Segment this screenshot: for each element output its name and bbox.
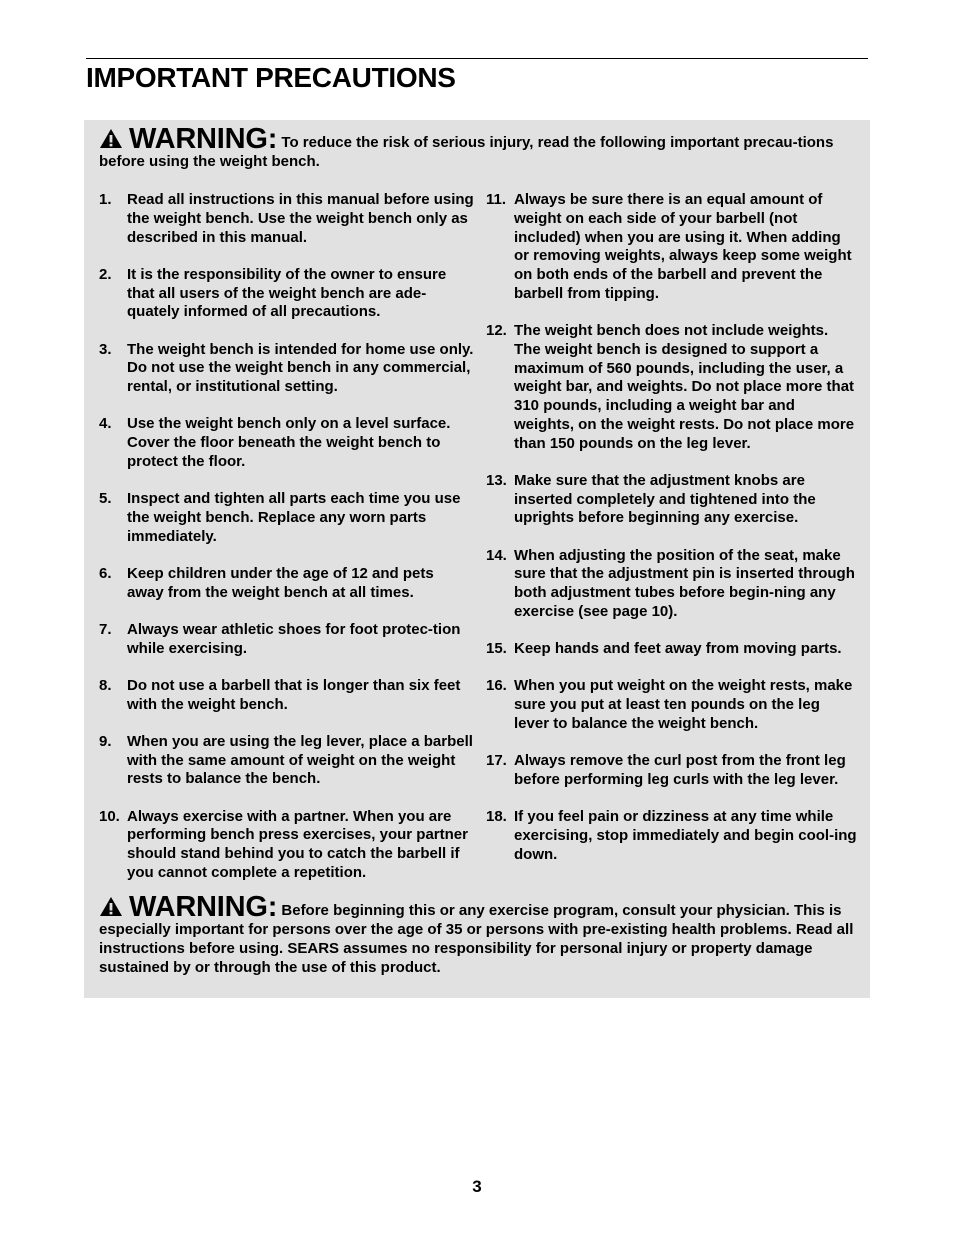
warning-top — [99, 123, 839, 171]
list-item — [99, 490, 474, 546]
item-number: 18. — [486, 808, 507, 825]
precautions-panel — [84, 120, 870, 998]
item-number: 9. — [99, 732, 112, 750]
item-text: When you are using the leg lever, place a barbell with the same amount of weight on the weight rests to balance the bench. — [127, 732, 473, 788]
item-text: When you put weight on the weight rests, make sure you put at least ten pounds on the leg lever to balance the weight bench. — [514, 677, 853, 732]
list-item — [486, 677, 858, 733]
item-number: 12. — [486, 322, 507, 339]
warning-bottom-text: Before beginning this or any exercise program, consult your physician. This is especially important for persons over the age of 35 or persons with pre-existing health problems. Read all instructions before using. SEARS assumes no responsibility for personal injury or property damage sustained by or through the use of this product. — [99, 902, 854, 976]
precautions-right-column — [486, 191, 858, 883]
list-item — [486, 547, 858, 622]
item-number: 4. — [99, 415, 112, 433]
item-text: Always wear athletic shoes for foot protec-tion while exercising. — [127, 620, 461, 657]
item-text: It is the responsibility of the owner to ensure that all users of the weight bench are ade-quately informed of all precautions. — [127, 265, 447, 321]
item-number: 13. — [486, 471, 507, 489]
header-rule — [86, 58, 868, 59]
item-text: Keep children under the age of 12 and pets away from the weight bench at all times. — [127, 564, 434, 601]
list-item — [99, 808, 474, 883]
item-text: If you feel pain or dizziness at any time while exercising, stop immediately and begin cool-ing down. — [514, 808, 857, 863]
precautions-left-column — [99, 191, 474, 901]
item-text: The weight bench is intended for home use only. Do not use the weight bench in any commercial, rental, or institutional setting. — [127, 340, 474, 395]
warning-bottom-heading: WARNING: — [129, 891, 278, 923]
list-item — [99, 621, 474, 659]
warning-triangle-icon — [99, 128, 123, 149]
list-item — [486, 640, 858, 659]
item-text: The weight bench does not include weights. The weight bench is designed to support a maximum of 560 pounds, including the user, a weight bar, and weights. Do not place more that 310 pounds, including a weight bar and weights, on the weight rests. Do not place more than 150 pounds on the leg lever. — [514, 322, 855, 452]
warning-top-heading: WARNING: — [129, 123, 278, 155]
item-number: 5. — [99, 490, 112, 507]
item-number: 11. — [486, 191, 507, 208]
page-title: IMPORTANT PRECAUTIONS — [86, 62, 456, 93]
item-text: Always remove the curl post from the front leg before performing leg curls with the leg lever. — [514, 752, 846, 788]
list-item — [486, 472, 858, 528]
item-number: 1. — [99, 191, 112, 208]
item-text: Always be sure there is an equal amount of weight on each side of your barbell (not included) when you are using it. When adding or removing weights, always keep some weight on both ends of the barbell and prevent the barbell from tipping. — [514, 191, 852, 302]
item-number: 10. — [99, 807, 120, 825]
list-item — [99, 415, 474, 471]
item-number: 16. — [486, 677, 507, 695]
item-number: 7. — [99, 620, 112, 638]
list-item — [99, 266, 474, 322]
item-number: 15. — [486, 640, 507, 657]
list-item — [99, 565, 474, 603]
warning-top-text: To reduce the risk of serious injury, read the following important precau-tions before using the weight bench. — [99, 134, 834, 170]
item-text: Keep hands and feet away from moving parts. — [514, 640, 842, 657]
item-number: 6. — [99, 564, 112, 582]
list-item — [99, 733, 474, 789]
item-number: 8. — [99, 676, 112, 694]
item-number: 17. — [486, 752, 507, 769]
item-text: Make sure that the adjustment knobs are inserted completely and tightened into the uprights before beginning any exercise. — [514, 471, 816, 527]
item-text: Always exercise with a partner. When you are performing bench press exercises, your partner should stand behind you to catch the barbell if you cannot complete a repetition. — [127, 807, 468, 881]
item-text: Use the weight bench only on a level surface. Cover the floor beneath the weight bench to protect the floor. — [127, 415, 451, 470]
item-text: Inspect and tighten all parts each time you use the weight bench. Replace any worn parts immediately. — [127, 490, 461, 545]
item-number: 2. — [99, 265, 112, 283]
item-text: Read all instructions in this manual before using the weight bench. Use the weight bench only as described in this manual. — [127, 191, 474, 246]
item-text: Do not use a barbell that is longer than six feet with the weight bench. — [127, 676, 461, 713]
list-item — [99, 341, 474, 397]
item-text: When adjusting the position of the seat, make sure that the adjustment pin is inserted through both adjustment tubes before begin-ning any exercise (see page 10). — [514, 546, 855, 620]
list-item — [486, 808, 858, 864]
item-number: 14. — [486, 546, 507, 564]
list-item — [486, 322, 858, 453]
list-item — [486, 191, 858, 304]
list-item — [99, 677, 474, 715]
list-item — [486, 752, 858, 790]
list-item — [99, 191, 474, 247]
page-number: 3 — [472, 1177, 482, 1196]
warning-triangle-icon — [99, 896, 123, 917]
item-number: 3. — [99, 340, 112, 358]
warning-bottom — [99, 891, 861, 977]
